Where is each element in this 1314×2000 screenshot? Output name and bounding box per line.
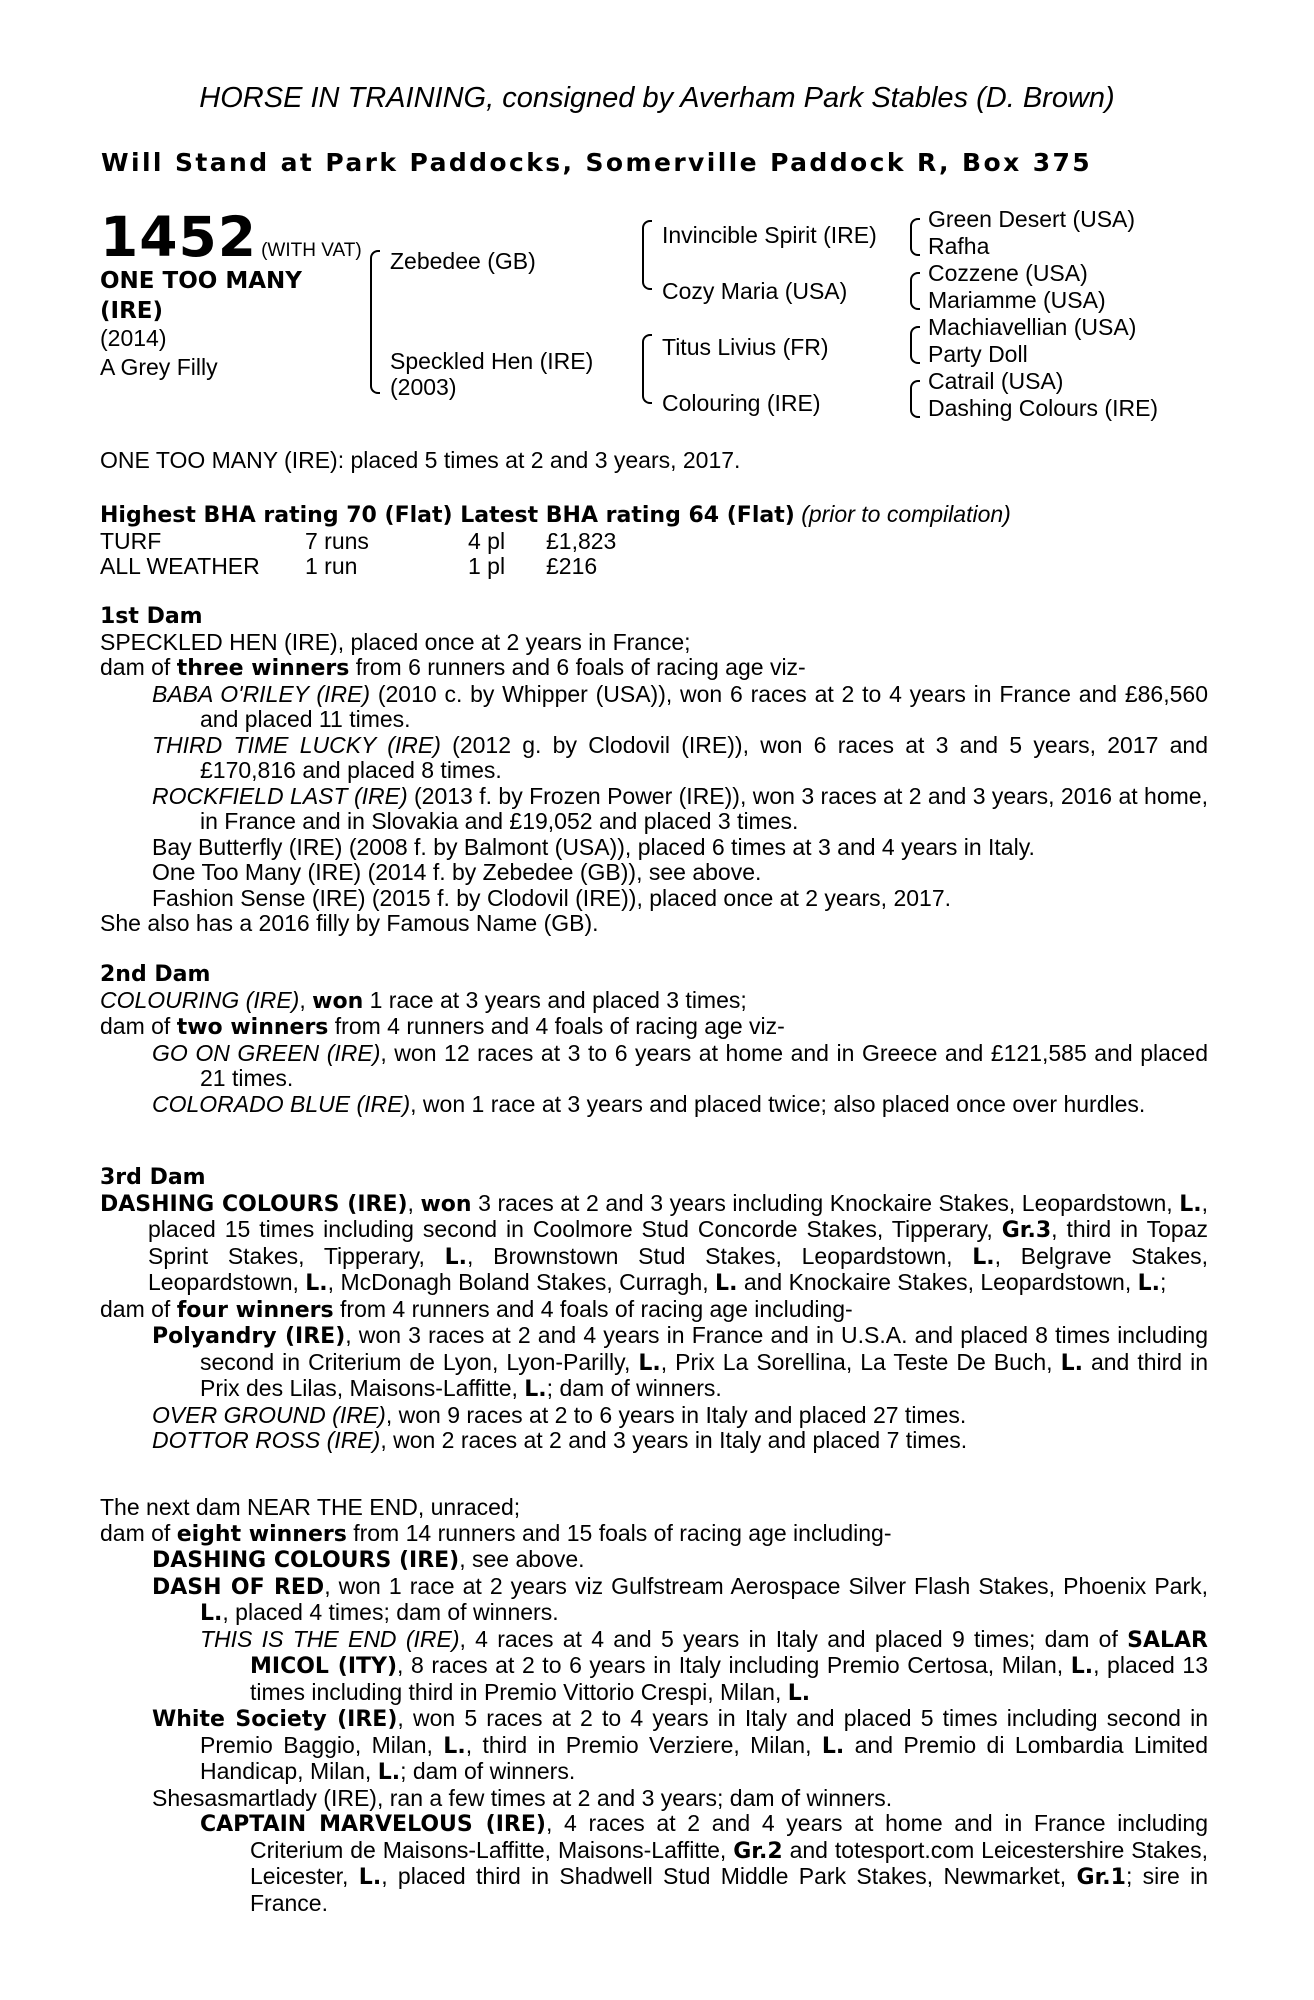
sire-sire: Invincible Spirit (IRE) [662, 222, 877, 248]
race-record-table [100, 529, 616, 579]
rating-note: (prior to compilation) [801, 501, 1011, 527]
horse-year: (2014) [100, 325, 167, 351]
g-sire-3: Cozzene (USA) [928, 260, 1088, 286]
second-dam-section [100, 962, 1208, 1117]
third-dam-produce-line: dam of four winners from 4 runners and 4 foals of racing age including- [100, 1295, 853, 1323]
placed-cell: 4 pl [468, 527, 506, 554]
surface-cell: TURF [100, 527, 162, 554]
produce-entry: White Society (IRE), won 5 races at 2 to 4 years in Italy and placed 5 times including second in Premio Baggio, Milan, L., third in Premio Verziere, Milan, L. and Premio di Lombardia Limited Handicap, Milan, L.; dam of winners. [152, 1705, 1208, 1785]
second-dam-heading: 2nd Dam [100, 962, 211, 987]
consignment-header: HORSE IN TRAINING, consigned by Averham Park Stables (D. Brown) [199, 82, 1115, 114]
table-row [100, 529, 616, 554]
g-dam-4: Dashing Colours (IRE) [928, 395, 1159, 421]
pedigree-bracket-2 [642, 220, 652, 290]
third-dam-section [100, 1165, 1208, 1454]
produce-entry: CAPTAIN MARVELOUS (IRE), 4 races at 2 and 4 years at home and in France including Criterium de Maisons-Laffitte, Maisons-Laffitte, Gr.2 and totesport.com Leicestershire Stakes, Leicester, L., placed third in Shadwell Stud Middle Park Stakes, Newmarket, Gr.1; sire in France. [200, 1810, 1208, 1916]
next-dam-line: The next dam NEAR THE END, unraced; [100, 1494, 521, 1520]
produce-entry: OVER GROUND (IRE), won 9 races at 2 to 6 years in Italy and placed 27 times. [152, 1401, 967, 1428]
produce-entry: THIRD TIME LUCKY (IRE) (2012 g. by Clodovil (IRE)), won 6 races at 3 and 5 years, 2017 and £170,816 and placed 8 times. [152, 731, 1208, 783]
pedigree-bracket-1 [370, 250, 380, 394]
dam-sire: Titus Livius (FR) [662, 334, 829, 360]
produce-entry: GO ON GREEN (IRE), won 12 races at 3 to 6 years at home and in Greece and £121,585 and placed 21 times. [152, 1039, 1208, 1091]
produce-entry: DASHING COLOURS (IRE), see above. [152, 1546, 585, 1573]
dam: Speckled Hen (IRE) [390, 348, 594, 374]
horse-name [100, 266, 302, 326]
first-dam-produce-line: dam of three winners from 6 runners and 6 foals of racing age viz- [100, 654, 806, 681]
pedigree-bracket-7 [910, 380, 920, 418]
produce-entry: Shesasmartlady (IRE), ran a few times at 2 and 3 years; dam of winners. [152, 1784, 893, 1811]
produce-entry: DASH OF RED, won 1 race at 2 years viz Gulfstream Aerospace Silver Flash Stakes, Phoenix Park, L., placed 4 times; dam of winners. [152, 1572, 1208, 1626]
horse-details [100, 324, 218, 382]
horse-description: A Grey Filly [100, 354, 218, 380]
bha-rating: Highest BHA rating 70 (Flat) Latest BHA rating 64 (Flat) [100, 503, 795, 528]
horse-name-line1: ONE TOO MANY [100, 268, 302, 294]
produce-entry: COLORADO BLUE (IRE), won 1 race at 3 years and placed twice; also placed once over hurdles. [152, 1090, 1146, 1117]
third-dam-heading: 3rd Dam [100, 1165, 206, 1190]
produce-entry: DOTTOR ROSS (IRE), won 2 races at 2 and 3 years in Italy and placed 7 times. [152, 1427, 968, 1453]
stand-location: Will Stand at Park Paddocks, Somerville Paddock R, Box 375 [101, 148, 1093, 177]
horse-name-line2: (IRE) [100, 298, 164, 324]
surface-cell: ALL WEATHER [100, 552, 260, 579]
lot-number-line [100, 205, 362, 269]
g-sire-4: Mariamme (USA) [928, 287, 1106, 313]
produce-entry: Bay Butterfly (IRE) (2008 f. by Balmont (USA)), placed 6 times at 3 and 4 years in Italy. [152, 833, 1035, 860]
second-dam-produce-line: dam of two winners from 4 runners and 4 foals of racing age viz- [100, 1013, 785, 1040]
produce-note: She also has a 2016 filly by Famous Name (GB). [100, 910, 599, 936]
produce-entry: Fashion Sense (IRE) (2015 f. by Clodovil (IRE)), placed once at 2 years, 2017. [152, 884, 952, 911]
sire-dam: Cozy Maria (USA) [662, 278, 848, 304]
pedigree-bracket-3 [642, 334, 652, 404]
next-dam-section [100, 1495, 1208, 1916]
earnings-cell: £216 [546, 552, 598, 579]
dam-dam: Colouring (IRE) [662, 390, 821, 416]
table-row [100, 554, 616, 579]
produce-entry: One Too Many (IRE) (2014 f. by Zebedee (GB)), see above. [152, 859, 762, 885]
vat-note: (WITH VAT) [261, 240, 362, 261]
sire: Zebedee (GB) [390, 248, 536, 274]
first-dam-section [100, 604, 1208, 937]
g-dam-3: Catrail (USA) [928, 368, 1064, 394]
produce-entry: THIS IS THE END (IRE), 4 races at 4 and 5 years in Italy and placed 9 times; dam of SALAR MICOL (ITY), 8 races at 2 to 6 years in Italy including Premio Certosa, Milan, L., placed 13 times including third in Premio Vittorio Crespi, Milan, L. [200, 1625, 1208, 1706]
g-sire-1: Green Desert (USA) [928, 206, 1136, 232]
next-dam-produce-line: dam of eight winners from 14 runners and 15 foals of racing age including- [100, 1519, 892, 1547]
third-dam-line: DASHING COLOURS (IRE), won 3 races at 2 and 3 years including Knockaire Stakes, Leopardstown, L., placed 15 times including second in Coolmore Stud Concorde Stakes, Tipperary, Gr.3, third in Topaz Sprint Stakes, Tipperary, L., Brownstown Stud Stakes, Leopardstown, L., Belgrave Stakes, Leopardstown, L., McDonagh Boland Stakes, Curragh, L. and Knockaire Stakes, Leopardstown, L.; [100, 1189, 1209, 1296]
g-dam-1: Machiavellian (USA) [928, 314, 1137, 340]
first-dam-heading: 1st Dam [100, 604, 203, 629]
produce-entry: Polyandry (IRE), won 3 races at 2 and 4 years in France and in U.S.A. and placed 8 times including second in Criterium de Lyon, Lyon-Parilly, L., Prix La Sorellina, La Teste De Buch, L. and third in Prix des Lilas, Maisons-Laffitte, L.; dam of winners. [152, 1322, 1208, 1402]
pedigree-bracket-6 [910, 326, 920, 364]
produce-entry: BABA O'RILEY (IRE) (2010 c. by Whipper (USA)), won 6 races at 2 to 4 years in France and £86,560 and placed 11 times. [152, 680, 1208, 732]
pedigree-bracket-4 [910, 218, 920, 256]
rating-section [100, 502, 1208, 579]
pedigree-bracket-5 [910, 272, 920, 310]
runs-cell: 1 run [305, 552, 358, 579]
first-dam-line: SPECKLED HEN (IRE), placed once at 2 years in France; [100, 628, 691, 655]
second-dam-line: COLOURING (IRE), won 1 race at 3 years and placed 3 times; [100, 986, 747, 1014]
runs-cell: 7 runs [305, 527, 369, 554]
placed-cell: 1 pl [468, 552, 506, 579]
earnings-cell: £1,823 [546, 527, 617, 554]
dam-year: (2003) [390, 374, 457, 400]
produce-entry: ROCKFIELD LAST (IRE) (2013 f. by Frozen Power (IRE)), won 3 races at 2 and 3 years, 2016 at home, in France and in Slovakia and £19,052 and placed 3 times. [152, 782, 1208, 834]
g-sire-2: Rafha [928, 233, 990, 259]
lot-number: 1452 [100, 205, 258, 269]
race-summary: ONE TOO MANY (IRE): placed 5 times at 2 and 3 years, 2017. [100, 447, 741, 473]
g-dam-2: Party Doll [928, 341, 1028, 367]
